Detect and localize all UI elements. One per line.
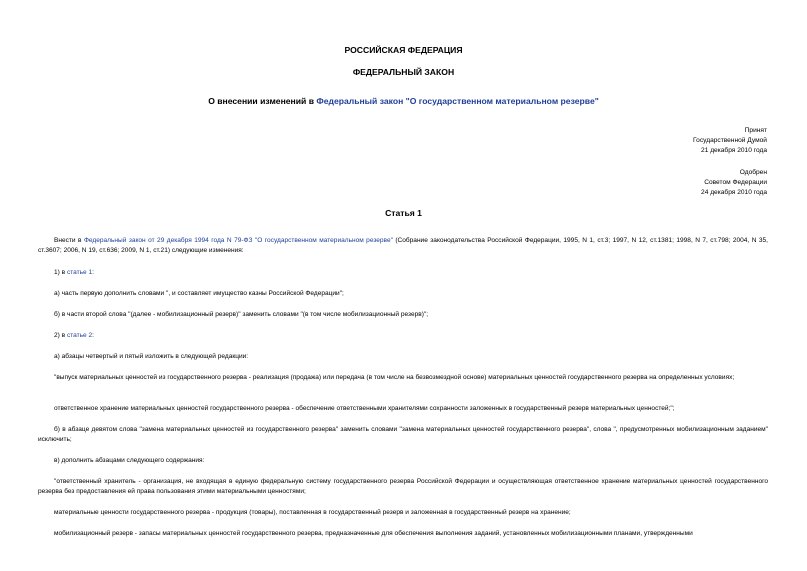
- paragraph-item-1a: а) часть первую дополнить словами ", и составляет имущество казны Российской Федерации";: [54, 290, 344, 297]
- paragraph-item-2a: а) абзацы четвертый и пятый изложить в следующей редакции:: [54, 353, 249, 360]
- paragraph-release-definition: "выпуск материальных ценностей из государственного резерва - реализация (продажа) или передача (в том числе на безвозмездной основе) материальных ценностей государственного резерва на определенных условиях;: [54, 374, 735, 381]
- doc-type-heading: ФЕДЕРАЛЬНЫЙ ЗАКОН: [352, 67, 455, 77]
- item-1-suffix: :: [92, 269, 94, 276]
- approved-block: [567, 168, 767, 198]
- approved-date: 24 декабря 2010 года: [701, 189, 767, 196]
- paragraph-item-2: [38, 331, 768, 341]
- paragraph-item-1b: б) в части второй слова "(далее - мобилизационный резерв)" заменить словами "(в том числе мобилизационный резерв)";: [54, 311, 429, 318]
- paragraph-item-2c: в) дополнить абзацами следующего содержания:: [54, 457, 205, 464]
- item-2-suffix: :: [92, 332, 94, 339]
- paragraph-item-2b: б) в абзаце девятом слова "замена материальных ценностей из государственного резерва" заменить словами "замена материальных ценностей государственного резерва", слова ", предусмотренных мобилизационным заданием" исключить;: [38, 426, 768, 444]
- approved-label: Одобрен: [739, 169, 767, 176]
- country-heading: РОССИЙСКАЯ ФЕДЕРАЦИЯ: [344, 45, 463, 55]
- adopted-block: [567, 126, 767, 156]
- item-1-prefix: 1) в: [54, 269, 67, 276]
- federal-law-link[interactable]: Федеральный закон от 29 декабря 1994 года N 79-ФЗ "О государственном материальном резерве": [83, 237, 393, 244]
- adopted-label: Принят: [744, 127, 767, 134]
- approved-body: Советом Федерации: [704, 179, 767, 186]
- paragraph-item-1: [38, 268, 768, 278]
- paragraph-values-definition: материальные ценности государственного резерва - продукция (товары), поставленная в государственный резерв и заложенная в государственный резерв на хранение;: [54, 509, 571, 516]
- paragraph-custodian-definition: "ответственный хранитель - организация, не входящая в единую федеральную систему государственного резерва Российской Федерации и осуществляющая ответственное хранение материальных ценностей государственного резерва без предоставления ей права пользования этими материальными ценностями;: [38, 478, 768, 496]
- adopted-date: 21 декабря 2010 года: [701, 147, 767, 154]
- intro-prefix: Внести в: [54, 237, 84, 244]
- paragraph-mobilization-definition: мобилизационный резерв - запасы материальных ценностей государственного резерва, предназначенные для обеспечения выполнения заданий, установленных мобилизационными планами, утвержденными: [54, 530, 693, 537]
- adopted-body: Государственной Думой: [693, 137, 767, 144]
- item-2-prefix: 2) в: [54, 332, 67, 339]
- article-1-link[interactable]: статье 1: [66, 269, 93, 276]
- paragraph-storage-definition: ответственное хранение материальных ценностей государственного резерва - обеспечение ответственными хранителями сохранности заложенных в государственный резерв материальных ценностей;";: [54, 405, 675, 412]
- law-title: [0, 96, 807, 107]
- law-title-prefix: О внесении изменений в: [208, 96, 317, 106]
- intro-suffix: (Собрание законодательства Российской Федерации, 1995, N 1, ст.3; 1997, N 12, ст.1381; 1998, N 7, ст.798; 2004, N 35, ст.3607; 2006, N 19, ст.636; 2009, N 1, ст.21) следующие изменения:: [38, 237, 768, 255]
- article-title: Статья 1: [385, 208, 422, 218]
- paragraph-intro: [38, 236, 768, 257]
- article-2-link[interactable]: статье 2: [66, 332, 93, 339]
- law-title-link[interactable]: Федеральный закон "О государственном материальном резерве": [316, 96, 599, 106]
